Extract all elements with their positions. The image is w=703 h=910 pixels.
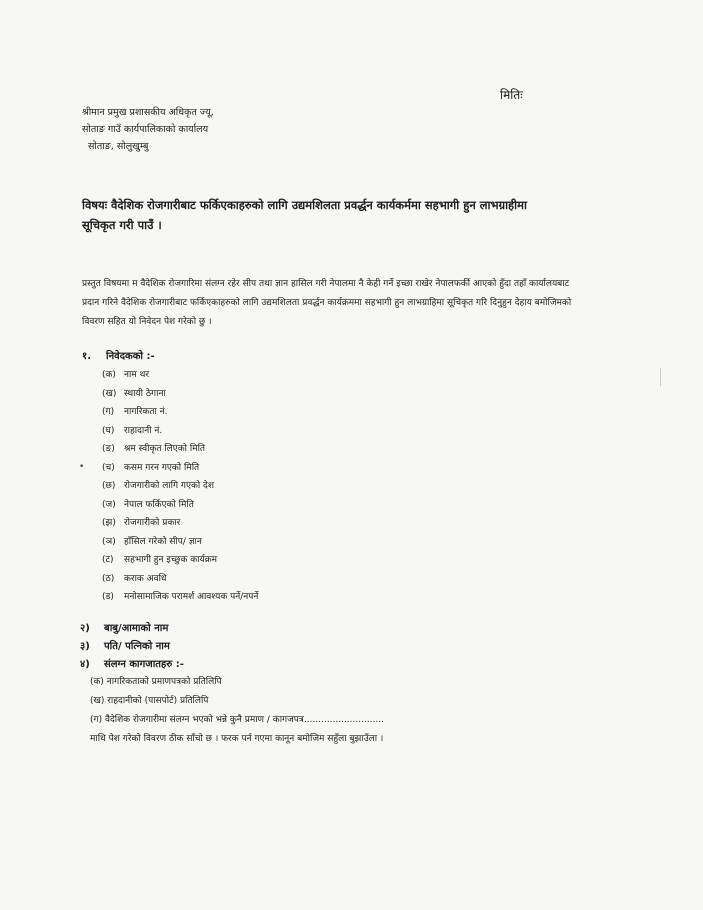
intro-paragraph — [82, 275, 672, 332]
section-3-title: पति/ पत्निको नाम — [104, 641, 170, 652]
scan-edge-mark — [660, 368, 661, 386]
section-3-number: ३) — [80, 641, 90, 652]
list-item: (च) कसम गरन गएको मिति — [102, 462, 200, 473]
applicant-details-list — [102, 366, 258, 607]
list-item: (ग) नागरिकता नं. — [102, 407, 168, 417]
margin-mark: • — [79, 462, 85, 472]
list-item: (ञ) हाँसिल गरेको सीप/ ज्ञान — [102, 536, 202, 547]
list-item: (ख) राहदानीको (पासपोर्ट) प्रतिलिपि — [90, 696, 209, 706]
addressee-line-3: सोताङ, सोलुखुम्बु — [88, 141, 149, 152]
section-3-heading — [80, 638, 170, 652]
addressee-line-1: श्रीमान प्रमुख प्रशासकीय अधिकृत ज्यू, — [82, 107, 214, 118]
subject-line-1: विषयः वैदेशिक रोजगारीबाट फर्किएकाहरुको लागि उद्यमशिलता प्रवर्द्धन कार्यकर्ममा सहभागी हुन लाभग्राहीमा — [82, 198, 527, 212]
list-item: (घ) राहादानी नं. — [102, 425, 163, 436]
list-item: (ग) वैदेशिक रोजगारीमा संलग्न भएको भन्ने कुनै प्रमाण / कागजपत्र............................ — [90, 715, 384, 725]
list-item: (ङ) श्रम स्वीकृत लिएको मिति — [102, 444, 206, 454]
list-item: (ट) सहभागी हुन इच्छुक कार्यक्रम — [102, 555, 217, 565]
subject-heading — [82, 195, 642, 235]
addressee-line-2: सोताङ गाउँ कार्यपालिकाको कार्यालय — [82, 124, 209, 135]
list-item: (ड) मनोसामाजिक परामर्श आवश्यक पर्ने/नपर्ने — [102, 592, 259, 602]
list-item: (झ) रोजगारीको प्रकार — [102, 518, 181, 528]
closing-statement: माथि पेश गरेको विवरण ठीक साँचो छ । फरक पर्न गएमा कानून बमोजिम सहुँला बुझाउँला । — [90, 734, 384, 744]
section-1-title: निवेदकको :- — [106, 351, 155, 362]
section-4-number: ४) — [80, 659, 90, 670]
section-2-heading — [80, 620, 168, 634]
list-item: (क) नाम थर — [102, 370, 150, 380]
list-item: (ठ) कराक अवधि — [102, 573, 167, 584]
section-4-title: संलग्न कागजातहरु :- — [104, 659, 184, 670]
section-2-number: २) — [80, 623, 90, 634]
intro-line-2: प्रदान गरिने वैदेशिक रोजगारीबाट फर्किएकाहरुको लागि उद्यमशिलता प्रवर्द्धन कार्यक्रममा सहभागी हुन लाभग्राहिमा सूचिकृत गरि दिनुहुन देहाय बमोजिमको — [82, 298, 572, 308]
subject-line-2: सूचिकृत गरी पाउँ । — [82, 218, 162, 232]
list-item: (ज) नेपाल फर्किएको मिति — [102, 499, 194, 510]
date-label: मितिः — [500, 88, 523, 102]
section-1-number: १. — [82, 351, 91, 362]
list-item: (ख) स्थायी ठेगाना — [102, 388, 166, 399]
addressee-block — [82, 104, 214, 155]
section-1-heading — [82, 348, 155, 362]
intro-line-1: प्रस्तुत विषयमा म वैदेशिक रोजगारिमा संलग्न रहेर सीप तथा ज्ञान हासिल गरी नेपालमा नै केही गर्ने इच्छा राखेर नेपालफर्की आएको हुँदा तहाँ कार्यालयबाट — [82, 279, 570, 289]
section-2-title: बाबु/आमाको नाम — [104, 623, 169, 634]
section-4-heading — [80, 656, 184, 670]
list-item: (छ) रोजगारीको लागि गएको देश — [102, 481, 214, 491]
intro-line-3: विवरण सहित यो निवेदन पेश गरेको छु । — [82, 317, 212, 327]
attachments-list — [90, 673, 384, 730]
list-item: (क) नागरिकताको प्रमाणपत्रको प्रतिलिपि — [90, 677, 222, 687]
